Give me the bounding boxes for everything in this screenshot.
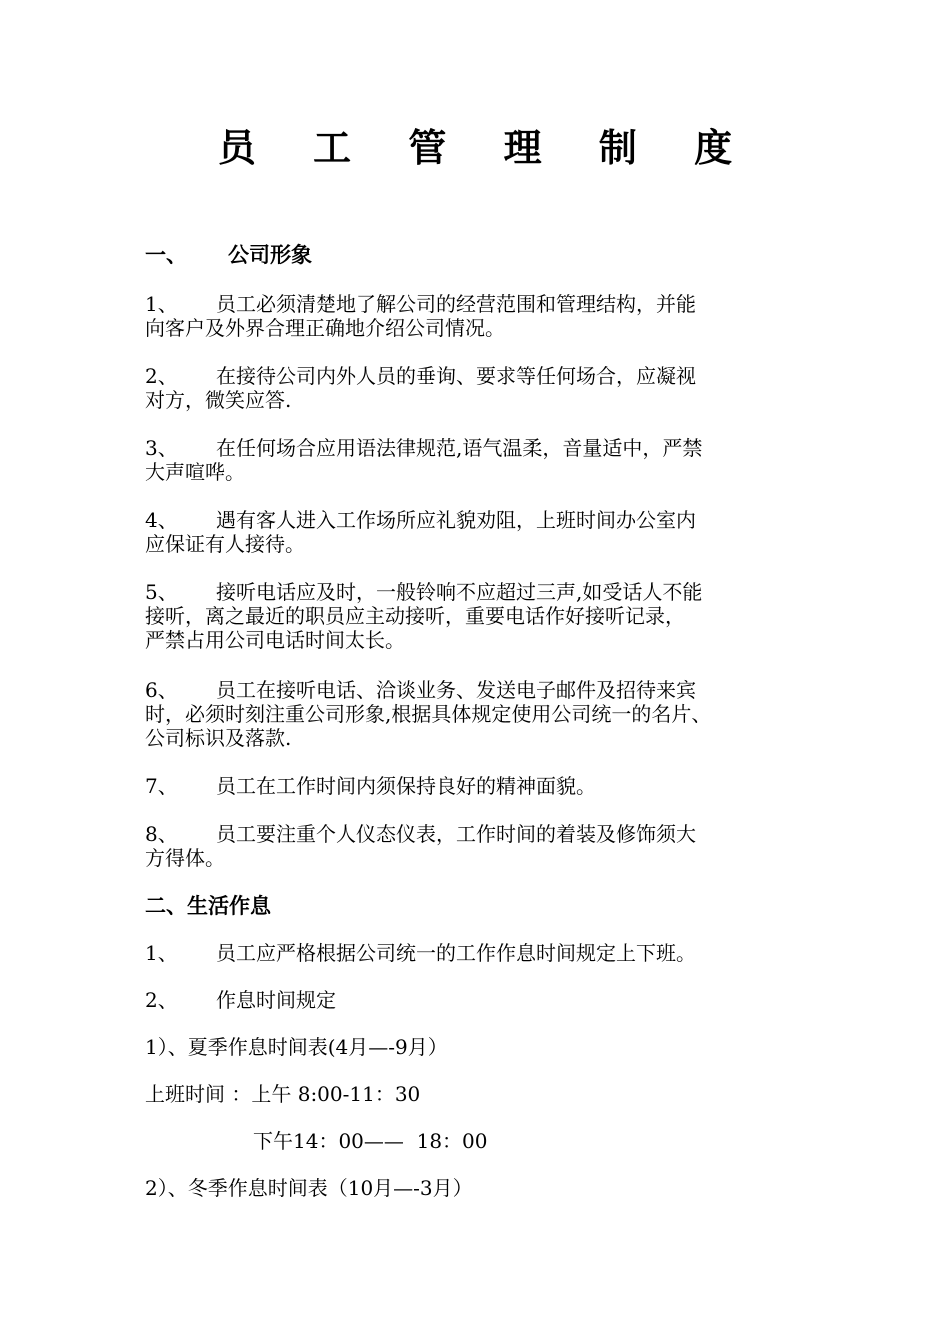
item-number: 7、 <box>145 774 178 798</box>
item-text-line: 应保证有人接待。 <box>145 532 305 556</box>
item-number: 3、 <box>145 436 178 460</box>
list-item <box>145 941 696 965</box>
item-number: 5、 <box>145 580 178 604</box>
list-item <box>145 436 702 484</box>
summer-schedule-heading: 1）、夏季作息时间表(4月—-9月） <box>145 1035 448 1059</box>
summer-morning-hours: 上班时间 ：上午 8:00-11：30 <box>145 1082 421 1106</box>
item-text-line: 接听电话应及时，一般铃响不应超过三声,如受话人不能 <box>216 580 703 604</box>
list-item <box>145 292 696 340</box>
list-item <box>145 678 711 750</box>
item-text-line: 在任何场合应用语法律规范,语气温柔，音量适中，严禁 <box>216 436 703 460</box>
summer-afternoon-hours: 下午14：00—— 18：00 <box>253 1129 488 1153</box>
item-text-line: 对方，微笑应答. <box>145 388 292 412</box>
item-text-line: 员工必须清楚地了解公司的经营范围和管理结构，并能 <box>216 292 696 316</box>
section-title: 公司形象 <box>228 243 312 267</box>
section-heading-company-image <box>145 240 312 270</box>
item-number: 2、 <box>145 988 178 1012</box>
item-text-line: 严禁占用公司电话时间太长。 <box>145 628 405 652</box>
item-number: 4、 <box>145 508 178 532</box>
item-text-line: 公司标识及落款. <box>145 726 292 750</box>
item-text-line: 向客户及外界合理正确地介绍公司情况。 <box>145 316 505 340</box>
item-text-line: 员工要注重个人仪态仪表，工作时间的着装及修饰须大 <box>216 822 696 846</box>
item-number: 6、 <box>145 678 178 702</box>
item-text-line: 员工应严格根据公司统一的工作作息时间规定上下班。 <box>216 941 696 965</box>
item-number: 8、 <box>145 822 178 846</box>
item-number: 2、 <box>145 364 178 388</box>
item-text-line: 方得体。 <box>145 846 225 870</box>
document-title: 员 工 管 理 制 度 <box>217 126 755 170</box>
list-item <box>145 774 596 798</box>
item-text-line: 遇有客人进入工作场所应礼貌劝阻，上班时间办公室内 <box>216 508 696 532</box>
item-text-line: 接听，离之最近的职员应主动接听，重要电话作好接听记录， <box>145 604 685 628</box>
item-number: 1、 <box>145 292 178 316</box>
list-item <box>145 988 336 1012</box>
item-text-line: 作息时间规定 <box>216 988 336 1012</box>
item-text-line: 员工在工作时间内须保持良好的精神面貌。 <box>216 774 596 798</box>
item-text-line: 员工在接听电话、洽谈业务、发送电子邮件及招待来宾 <box>216 678 696 702</box>
winter-schedule-heading: 2）、冬季作息时间表（10月—-3月） <box>145 1176 473 1200</box>
list-item <box>145 364 696 412</box>
list-item <box>145 508 696 556</box>
list-item <box>145 580 702 652</box>
section-number: 一、 <box>145 243 187 267</box>
section-heading-work-schedule: 二、生活作息 <box>145 894 271 918</box>
item-number: 1、 <box>145 941 178 965</box>
item-text-line: 时，必须时刻注重公司形象,根据具体规定使用公司统一的名片、 <box>145 702 712 726</box>
item-text-line: 大声喧哗。 <box>145 460 245 484</box>
item-text-line: 在接待公司内外人员的垂询、要求等任何场合，应凝视 <box>216 364 696 388</box>
list-item <box>145 822 696 870</box>
